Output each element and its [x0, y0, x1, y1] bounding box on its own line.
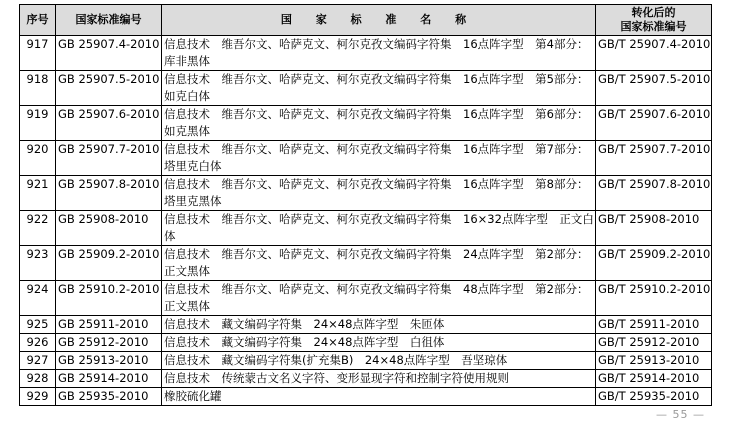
cell-seq: 920 [20, 141, 56, 176]
cell-name: 信息技术 维吾尔文、哈萨克文、柯尔克孜文编码字符集 16点阵字型 第5部分：如克白体 [162, 71, 596, 106]
cell-code: GB 25914-2010 [56, 370, 162, 388]
cell-seq: 922 [20, 211, 56, 246]
standards-table [19, 4, 712, 406]
cell-seq: 918 [20, 71, 56, 106]
cell-seq: 927 [20, 352, 56, 370]
cell-converted: GB/T 25907.4-2010 [596, 36, 712, 71]
cell-name: 信息技术 维吾尔文、哈萨克文、柯尔克孜文编码字符集 16点阵字型 第6部分：如克黑体 [162, 106, 596, 141]
cell-seq: 923 [20, 246, 56, 281]
cell-name: 信息技术 维吾尔文、哈萨克文、柯尔克孜文编码字符集 16点阵字型 第7部分：塔里克白体 [162, 141, 596, 176]
cell-converted: GB/T 25914-2010 [596, 370, 712, 388]
table-header-row [20, 5, 712, 36]
cell-converted: GB/T 25912-2010 [596, 334, 712, 352]
cell-name: 信息技术 维吾尔文、哈萨克文、柯尔克孜文编码字符集 16×32点阵字型 正文白体 [162, 211, 596, 246]
cell-seq: 921 [20, 176, 56, 211]
cell-code: GB 25911-2010 [56, 316, 162, 334]
cell-code: GB 25907.7-2010 [56, 141, 162, 176]
cell-name: 信息技术 藏文编码字符集(扩充集B) 24×48点阵字型 吾坚琼体 [162, 352, 596, 370]
cell-converted: GB/T 25907.7-2010 [596, 141, 712, 176]
cell-code: GB 25908-2010 [56, 211, 162, 246]
cell-converted: GB/T 25935-2010 [596, 388, 712, 406]
cell-code: GB 25907.5-2010 [56, 71, 162, 106]
table-row [20, 246, 712, 281]
cell-code: GB 25907.6-2010 [56, 106, 162, 141]
table-body [20, 36, 712, 406]
cell-name: 信息技术 传统蒙古文名义字符、变形显现字符和控制字符使用规则 [162, 370, 596, 388]
table-row [20, 334, 712, 352]
cell-name: 信息技术 维吾尔文、哈萨克文、柯尔克孜文编码字符集 16点阵字型 第8部分：塔里克黑体 [162, 176, 596, 211]
cell-name: 信息技术 维吾尔文、哈萨克文、柯尔克孜文编码字符集 24点阵字型 第2部分：正文黑体 [162, 246, 596, 281]
cell-seq: 926 [20, 334, 56, 352]
header-name: 国 家 标 准 名 称 [162, 5, 596, 36]
table-row [20, 352, 712, 370]
cell-code: GB 25913-2010 [56, 352, 162, 370]
table-row [20, 141, 712, 176]
cell-converted: GB/T 25908-2010 [596, 211, 712, 246]
cell-converted: GB/T 25907.5-2010 [596, 71, 712, 106]
cell-code: GB 25910.2-2010 [56, 281, 162, 316]
cell-converted: GB/T 25907.6-2010 [596, 106, 712, 141]
table-row [20, 36, 712, 71]
cell-seq: 929 [20, 388, 56, 406]
cell-code: GB 25907.4-2010 [56, 36, 162, 71]
cell-converted: GB/T 25913-2010 [596, 352, 712, 370]
cell-converted: GB/T 25910.2-2010 [596, 281, 712, 316]
table-row [20, 176, 712, 211]
table-row [20, 71, 712, 106]
header-seq: 序号 [20, 5, 56, 36]
cell-converted: GB/T 25911-2010 [596, 316, 712, 334]
cell-seq: 917 [20, 36, 56, 71]
cell-name: 信息技术 维吾尔文、哈萨克文、柯尔克孜文编码字符集 48点阵字型 第2部分：正文黑体 [162, 281, 596, 316]
cell-name: 信息技术 维吾尔文、哈萨克文、柯尔克孜文编码字符集 16点阵字型 第4部分：库非黑体 [162, 36, 596, 71]
cell-converted: GB/T 25907.8-2010 [596, 176, 712, 211]
cell-converted: GB/T 25909.2-2010 [596, 246, 712, 281]
cell-code: GB 25912-2010 [56, 334, 162, 352]
cell-code: GB 25935-2010 [56, 388, 162, 406]
cell-name: 橡胶硫化罐 [162, 388, 596, 406]
table-row [20, 388, 712, 406]
cell-code: GB 25909.2-2010 [56, 246, 162, 281]
cell-code: GB 25907.8-2010 [56, 176, 162, 211]
header-converted: 转化后的 国家标准编号 [596, 5, 712, 36]
header-code: 国家标准编号 [56, 5, 162, 36]
cell-seq: 925 [20, 316, 56, 334]
cell-name: 信息技术 藏文编码字符集 24×48点阵字型 白徂体 [162, 334, 596, 352]
cell-seq: 924 [20, 281, 56, 316]
cell-name: 信息技术 藏文编码字符集 24×48点阵字型 朱匝体 [162, 316, 596, 334]
page-number: — 55 — [656, 408, 705, 421]
table-row [20, 316, 712, 334]
table-row [20, 106, 712, 141]
table-row [20, 370, 712, 388]
cell-seq: 919 [20, 106, 56, 141]
table-row [20, 211, 712, 246]
table-row [20, 281, 712, 316]
cell-seq: 928 [20, 370, 56, 388]
